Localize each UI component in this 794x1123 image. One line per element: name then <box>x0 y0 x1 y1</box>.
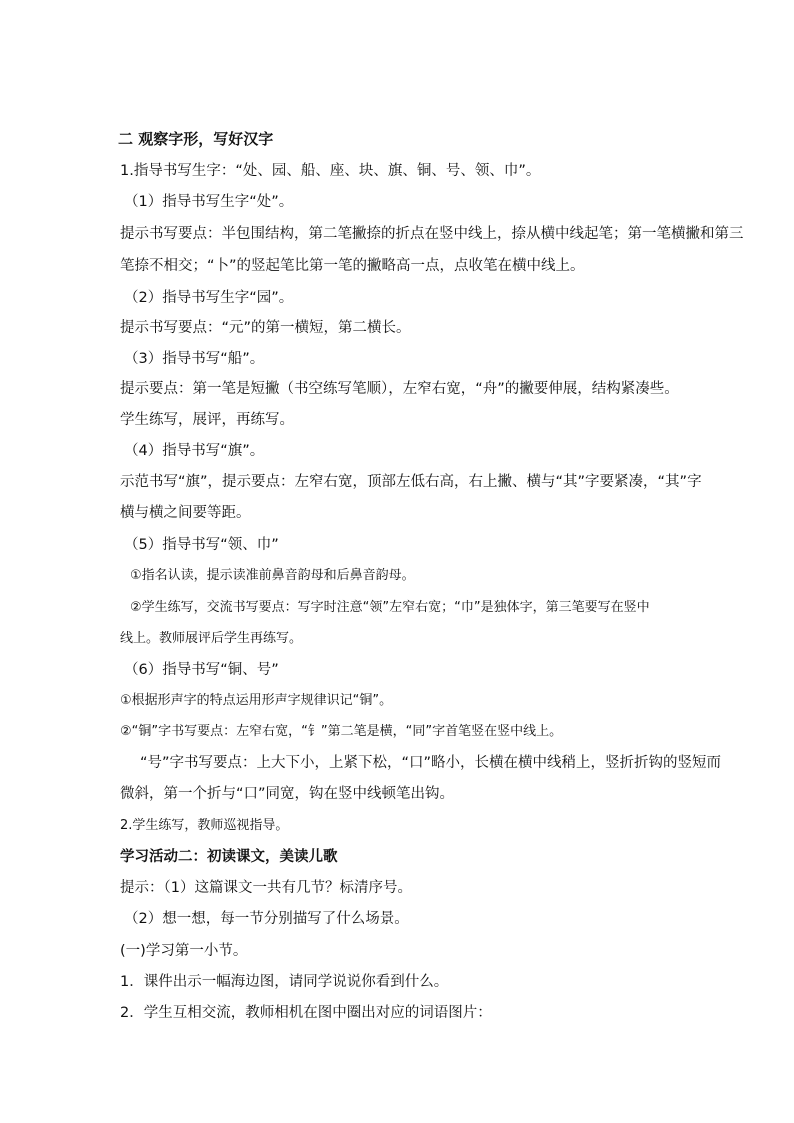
paragraph-line: （1）指导书写生字“处”。 <box>124 194 294 210</box>
activity-heading: 学习活动二：初读课文，美读儿歌 <box>120 849 338 865</box>
paragraph-line: 提示书写要点：半包围结构，第二笔撇捺的折点在竖中线上，捺从横中线起笔；第一笔横撇和第三 <box>120 226 744 242</box>
paragraph-line: （4）指导书写“旗”。 <box>124 443 265 459</box>
paragraph-line: （6）指导书写“铜、号” <box>124 662 279 678</box>
paragraph-line: 提示：（1）这篇课文一共有几节？标清序号。 <box>120 880 412 896</box>
paragraph-line: “号”字书写要点：上大下小，上紧下松，“口”略小，长横在横中线稍上，竖折折钩的竖短而 <box>140 755 722 771</box>
paragraph-line: 微斜，第一个折与“口”同宽，钩在竖中线顿笔出钩。 <box>120 786 455 802</box>
paragraph-line: 1．课件出示一幅海边图，请同学说说你看到什么。 <box>120 974 449 990</box>
paragraph-line: （2）指导书写生字“园”。 <box>124 290 294 306</box>
paragraph-line: 笔捺不相交；“卜”的竖起笔比第一笔的撇略高一点，点收笔在横中线上。 <box>120 258 585 274</box>
paragraph-line: 2.学生练写，教师巡视指导。 <box>120 818 289 833</box>
paragraph-line: 横与横之间要等距。 <box>120 505 251 521</box>
paragraph-line: 2．学生互相交流，教师相机在图中圈出对应的词语图片： <box>120 1005 492 1021</box>
paragraph-line: ②“铜”字书写要点：左窄右宽，“钅”第二笔是横，“同”字首笔竖在竖中线上。 <box>120 724 563 739</box>
paragraph-line: （2）想一想，每一节分别描写了什么场景。 <box>124 911 409 927</box>
paragraph-line: ①根据形声字的特点运用形声字规律识记“铜”。 <box>120 693 393 708</box>
paragraph-line: 提示书写要点：“元”的第一横短，第二横长。 <box>120 320 411 336</box>
paragraph-line: ②学生练写，交流书写要点：写字时注意“领”左窄右宽；“巾”是独体字，第三笔要写在竖中 <box>130 600 650 615</box>
paragraph-line: 学生练写，展评，再练写。 <box>120 412 294 428</box>
paragraph-line: (一)学习第一小节。 <box>120 943 248 959</box>
paragraph-line: 线上。教师展评后学生再练写。 <box>120 631 303 646</box>
paragraph-line: ①指名认读，提示读准前鼻音韵母和后鼻音韵母。 <box>130 568 415 583</box>
paragraph-line: 示范书写“旗”，提示要点：左窄右宽，顶部左低右高，右上撇、横与“其”字要紧凑，“其”字 <box>120 474 702 490</box>
paragraph-line: 提示要点：第一笔是短撇（书空练写笔顺），左窄右宽，“舟”的撇要伸展，结构紧凑些。 <box>120 381 679 397</box>
paragraph-line: 1.指导书写生字：“处、园、船、座、块、旗、铜、号、领、巾”。 <box>120 163 541 179</box>
paragraph-line: （5）指导书写“领、巾” <box>124 537 279 553</box>
section-heading: 二 观察字形，写好汉字 <box>118 130 274 148</box>
paragraph-line: （3）指导书写“船”。 <box>124 351 265 367</box>
